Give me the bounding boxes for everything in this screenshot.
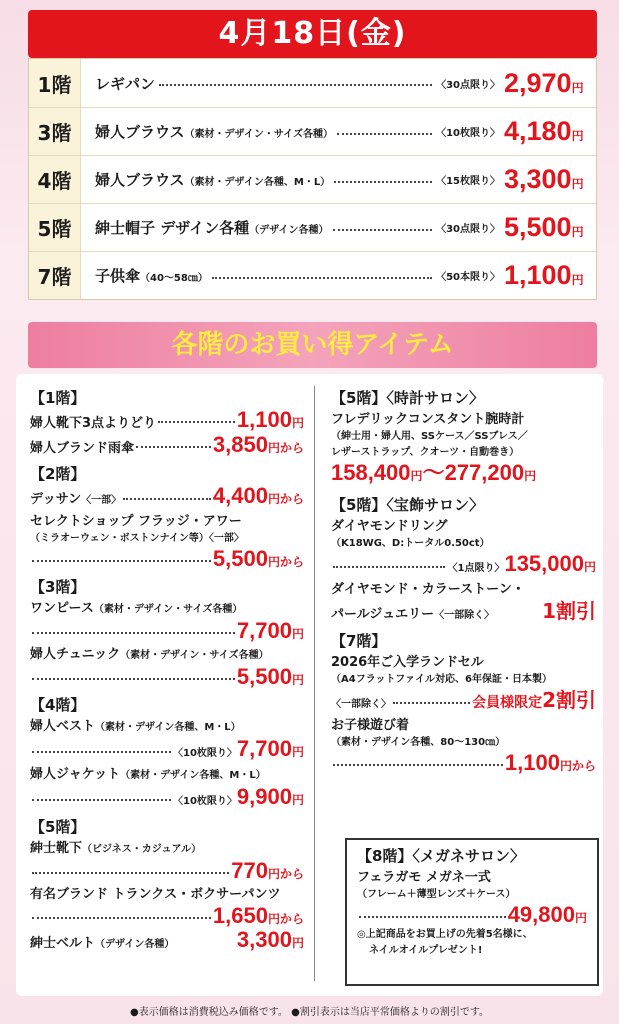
floor-heading: 【7階】 bbox=[331, 632, 387, 650]
limit-text: 〈10枚限り〉 bbox=[436, 128, 500, 139]
left-column bbox=[30, 382, 304, 954]
leader-dots bbox=[337, 133, 432, 135]
item-name: 婦人ブラウス（素材・デザイン各種、M・L） bbox=[95, 171, 331, 189]
list-item: 婦人ブランド雨傘 3,850 円から bbox=[30, 432, 304, 457]
floor-heading: 【5階】 bbox=[30, 818, 86, 836]
price: 4,180円 bbox=[504, 116, 584, 146]
column-divider bbox=[314, 386, 315, 981]
item-name: レギパン bbox=[95, 74, 156, 93]
deal-row bbox=[29, 59, 596, 107]
item-name: 子供傘（40〜58㎝） bbox=[95, 267, 208, 285]
price-line: 〈一部除く〉 会員様限定 2割引 bbox=[331, 688, 596, 712]
floor-heading: 【5階】〈時計サロン〉 bbox=[331, 389, 484, 407]
list-item-title: 2026年ご入学ランドセル bbox=[331, 655, 484, 670]
list-item-note: （フレーム＋薄型レンズ＋ケース） bbox=[357, 889, 516, 900]
price: 5,500円 bbox=[504, 212, 584, 242]
list-item: デッサン 〈一部〉 4,400 円から bbox=[30, 483, 304, 508]
price: 1,100円 bbox=[504, 260, 584, 290]
list-item-title: セレクトショップ フラッジ・アワー bbox=[30, 514, 242, 529]
price-line: 1,650 円から bbox=[30, 907, 304, 928]
deal-row bbox=[29, 155, 596, 203]
list-item-title: ダイヤモンド・カラーストーン・ bbox=[331, 582, 525, 597]
price-line: 7,700 円 bbox=[30, 622, 304, 643]
price-line: 〈10枚限り〉 7,700 円 bbox=[30, 740, 304, 763]
footer-note: ●表示価格は消費税込み価格です。 ●割引表示は当店平常価格よりの割引です。 bbox=[129, 1007, 490, 1018]
price-line: 〈10枚限り〉 9,900 円 bbox=[30, 788, 304, 811]
floor-label: 4階 bbox=[29, 156, 81, 203]
list-item-title: ダイヤモンドリング bbox=[331, 519, 448, 534]
section-heading: 各階のお買い得アイテム bbox=[28, 322, 597, 368]
gift-note: ◎上記商品をお買上げの先着5名様に、 bbox=[357, 929, 533, 940]
floor-heading: 【1階】 bbox=[30, 389, 86, 407]
floor-heading: 【4階】 bbox=[30, 696, 86, 714]
items-panel bbox=[16, 374, 603, 996]
price: 2,970円 bbox=[504, 67, 584, 98]
floor-label: 7階 bbox=[29, 252, 81, 299]
floor-label: 5階 bbox=[29, 204, 81, 251]
floor-label: 3階 bbox=[29, 108, 81, 155]
leader-dots bbox=[333, 229, 433, 231]
floor-heading: 【8階】〈メガネサロン〉 bbox=[357, 847, 525, 865]
list-item-title: お子様遊び着 bbox=[331, 718, 410, 733]
item-name: 婦人ブラウス（素材・デザイン・サイズ各種） bbox=[95, 123, 334, 141]
list-item-note: （ミラオーウェン・ボストンナイン等）〈一部〉 bbox=[30, 533, 244, 544]
list-item-title: フェラガモ メガネ一式 bbox=[357, 870, 491, 885]
list-item-note: （A4フラットファイル対応、6年保証・日本製） bbox=[331, 674, 552, 685]
list-item: 婦人靴下3点よりどり 1,100 円 bbox=[30, 407, 304, 432]
leader-dots bbox=[159, 84, 432, 86]
list-item-title: ワンピース（素材・デザイン・サイズ各種） bbox=[30, 601, 243, 616]
list-item-title: 有名ブランド トランクス・ボクサーパンツ bbox=[30, 887, 281, 902]
deal-row bbox=[29, 251, 596, 299]
leader-dots bbox=[334, 181, 432, 183]
list-item: パールジュエリー 〈一部除く〉 1割引 bbox=[331, 599, 596, 623]
glasses-salon-box bbox=[345, 838, 599, 986]
price-line: 158,400 円 〜 277,200 円 bbox=[331, 460, 537, 485]
price: 3,300円 bbox=[504, 164, 584, 194]
price-line: 5,500 円から bbox=[30, 550, 304, 571]
list-item-note: （紳士用・婦人用、SSケース／SSブレス／ bbox=[331, 431, 528, 442]
date-banner: 4月18日(金) bbox=[28, 10, 597, 58]
item-name: 紳士帽子 デザイン各種（デザイン各種） bbox=[95, 219, 329, 237]
floor-heading: 【2階】 bbox=[30, 465, 86, 483]
list-item-title: フレデリックコンスタント腕時計 bbox=[331, 412, 525, 427]
list-item-note: レザーストラップ、クオーツ・自動巻き） bbox=[331, 447, 520, 458]
price-line: 5,500 円 bbox=[30, 668, 304, 689]
price-line: 1,100 円から bbox=[331, 754, 596, 775]
limit-text: 〈15枚限り〉 bbox=[436, 176, 500, 187]
price-line: 770 円から bbox=[30, 862, 304, 883]
list-item-title: 婦人チュニック（素材・デザイン・サイズ各種） bbox=[30, 647, 269, 662]
floor-heading: 【3階】 bbox=[30, 578, 86, 596]
list-item: 紳士ベルト （デザイン各種） 3,300 円 bbox=[30, 927, 304, 952]
price-line: 〈1点限り〉 135,000 円 bbox=[331, 555, 596, 578]
gift-note: ネイルオイルプレゼント! bbox=[369, 945, 483, 956]
limit-text: 〈30点限り〉 bbox=[436, 224, 500, 235]
limit-text: 〈50本限り〉 bbox=[436, 272, 500, 283]
price-line: 49,800 円 bbox=[357, 906, 587, 927]
daily-deals-table bbox=[28, 58, 597, 300]
limit-text: 〈30点限り〉 bbox=[436, 79, 500, 91]
list-item-note: （K18WG、D:トータル0.50ct） bbox=[331, 538, 490, 549]
leader-dots bbox=[212, 277, 432, 279]
list-item-title: 婦人ジャケット（素材・デザイン各種、M・L） bbox=[30, 767, 266, 782]
floor-heading: 【5階】〈宝飾サロン〉 bbox=[331, 496, 484, 514]
list-item-note: （素材・デザイン各種、80〜130㎝） bbox=[331, 737, 506, 748]
list-item-title: 紳士靴下（ビジネス・カジュアル） bbox=[30, 841, 202, 856]
deal-row bbox=[29, 107, 596, 155]
floor-label: 1階 bbox=[29, 59, 81, 107]
deal-row bbox=[29, 203, 596, 251]
list-item-title: 婦人ベスト（素材・デザイン各種、M・L） bbox=[30, 719, 241, 734]
right-column bbox=[331, 382, 596, 775]
